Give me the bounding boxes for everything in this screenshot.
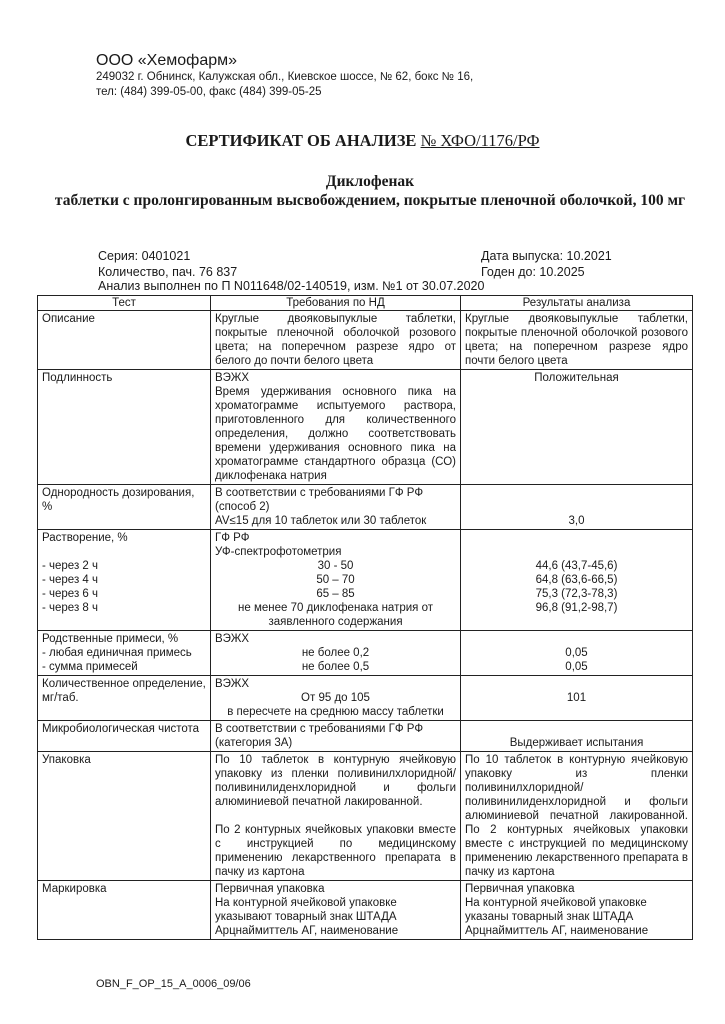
spacer [42,545,206,559]
requirement-line: ГФ РФ [215,532,250,544]
time-point: - через 4 ч [42,574,99,586]
test-name [38,631,211,676]
test-title: Родственные примеси, % [42,633,179,645]
test-name: Упаковка [38,752,211,881]
time-point: - через 8 ч [42,602,99,614]
requirement-text: Время удерживания основного пика на хроматограмме испытуемого раствора, приготовленного для количественного определения, должно соответствовать времени удерживания основного пика на хроматограмме стандартного образца (СО) диклофенака натрия [215,386,456,482]
table-header-row [38,296,693,311]
series: Серия: 0401021 [98,249,191,263]
certificate-number: № ХФО/1176/РФ [420,131,540,150]
requirement-line: AV≤15 для 10 таблеток или 30 таблеток [215,515,427,527]
table-row [38,721,693,752]
requirement-line: В соответствии с требованиями ГФ РФ [215,723,424,735]
company-name: ООО «Хемофарм» [96,52,238,69]
requirement [211,881,461,940]
header-results: Результаты анализа [461,296,693,311]
requirement [211,676,461,721]
sub-item: - сумма примесей [42,661,138,673]
test-name [38,530,211,631]
result [461,530,693,631]
requirement [211,721,461,752]
result-value: 0,05 [565,661,588,673]
company-address: 249032 г. Обнинск, Калужская обл., Киевское шоссе, № 62, бокс № 16, [96,71,474,83]
requirement-value: 30 - 50 [317,560,354,572]
requirement [211,530,461,631]
meta-right [481,248,612,280]
table-row [38,631,693,676]
requirement-paragraph: По 10 таблеток в контурную ячейковую упаковку из пленки поливинилхлоридной/ поливинилиденхлоридной и фольги алюминиевой печатной лакированной. [215,754,456,808]
result-value: 64,8 (63,6-66,5) [535,574,618,586]
time-point: - через 2 ч [42,560,99,572]
meta-left [98,248,237,280]
requirement-line: (способ 2) [215,501,270,513]
requirement-value: не менее 70 диклофенака натрия от заявленного содержания [238,602,433,628]
release-date: Дата выпуска: 10.2021 [481,249,612,263]
result: Положительная [461,370,693,485]
table-row [38,752,693,881]
test-name: Количественное определение, мг/таб. [38,676,211,721]
test-name: Подлинность [38,370,211,485]
requirement-line: (категория 3А) [215,737,293,749]
result [461,881,693,940]
valid-until: Годен до: 10.2025 [481,265,585,279]
requirement-line: Первичная упаковка [215,883,325,895]
requirement-line: На контурной ячейковой упаковке указывают товарный знак ШТАДА Арцнаймиттель АГ, наименование [215,897,399,937]
analysis-table [37,295,693,940]
requirement: Круглые двояковыпуклые таблетки, покрытые пленочной оболочкой розового цвета; на поперечном разрезе ядро от белого до почти белого цвета [211,311,461,370]
result-value: 0,05 [565,647,588,659]
analysis-reference: Анализ выполнен по П N011648/02-140519, изм. №1 от 30.07.2020 [98,279,485,293]
requirement-line: В соответствии с требованиями ГФ РФ [215,487,424,499]
drug-description: таблетки с пролонгированным высвобождением, покрытые пленочной оболочкой, 100 мг [54,192,686,209]
table-row [38,485,693,530]
table-row [38,676,693,721]
result: 3,0 [461,485,693,530]
certificate-title [0,131,725,151]
method: ВЭЖХ [215,678,250,690]
spacer [465,531,688,545]
requirement-value: 50 – 70 [316,574,355,586]
test-name: Маркировка [38,881,211,940]
drug-block [40,172,700,210]
result-value: 96,8 (91,2-98,7) [535,602,618,614]
test-title: Растворение, % [42,532,128,544]
spacer [465,545,688,559]
table-row [38,530,693,631]
result-line: На контурной ячейковой упаковке указаны товарный знак ШТАДА Арцнаймиттель АГ, наименование [465,897,649,937]
result-line: Первичная упаковка [465,883,575,895]
sub-item: - любая единичная примесь [42,647,192,659]
requirement [211,631,461,676]
time-point: - через 6 ч [42,588,99,600]
table-row [38,881,693,940]
result-value: 44,6 (43,7-45,6) [535,560,618,572]
result: Круглые двояковыпуклые таблетки, покрытые пленочной оболочкой розового цвета; на поперечном разрезе ядро почти белого цвета [461,311,693,370]
requirement [211,752,461,881]
result: Выдерживает испытания [461,721,693,752]
requirement [211,485,461,530]
drug-name: Диклофенак [325,173,415,190]
result-value: 75,3 (72,3-78,3) [535,588,618,600]
certificate-title-text: СЕРТИФИКАТ ОБ АНАЛИЗЕ [185,131,417,150]
requirement [211,370,461,485]
spacer [215,809,456,823]
quantity: Количество, пач. 76 837 [98,265,238,279]
test-name: Микробиологическая чистота [38,721,211,752]
requirement-note: в пересчете на среднюю массу таблетки [227,706,444,718]
requirement-value: 65 – 85 [316,588,355,600]
result: По 10 таблеток в контурную ячейковую упаковку из пленки поливинилхлоридной/ поливинилиденхлоридной и фольги алюминиевой печатной лакированной. По 2 контурных ячейковых упаковки вместе с инструкцией по медицинскому применению лекарственного препарата в пачку из картона [461,752,693,881]
result [461,631,693,676]
requirement-value: не более 0,2 [301,647,370,659]
table-row [38,370,693,485]
test-name: Описание [38,311,211,370]
test-name: Однородность дозирования, % [38,485,211,530]
requirement-value: От 95 до 105 [301,692,370,704]
document-code: OBN_F_OP_15_A_0006_09/06 [96,978,251,990]
requirement-line: УФ-спектрофотометрия [215,546,342,558]
company-block [96,52,473,100]
result: 101 [461,676,693,721]
table-row [38,311,693,370]
method: ВЭЖХ [215,633,250,645]
spacer [465,632,688,646]
header-requirements: Требования по НД [211,296,461,311]
requirement-value: не более 0,5 [301,661,370,673]
requirement-paragraph: По 2 контурных ячейковых упаковки вместе с инструкцией по медицинскому применению лекарственного препарата в пачку из картона [215,824,456,878]
method: ВЭЖХ [215,372,250,384]
company-phone: тел: (484) 399-05-00, факс (484) 399-05-25 [96,86,322,98]
header-test: Тест [38,296,211,311]
